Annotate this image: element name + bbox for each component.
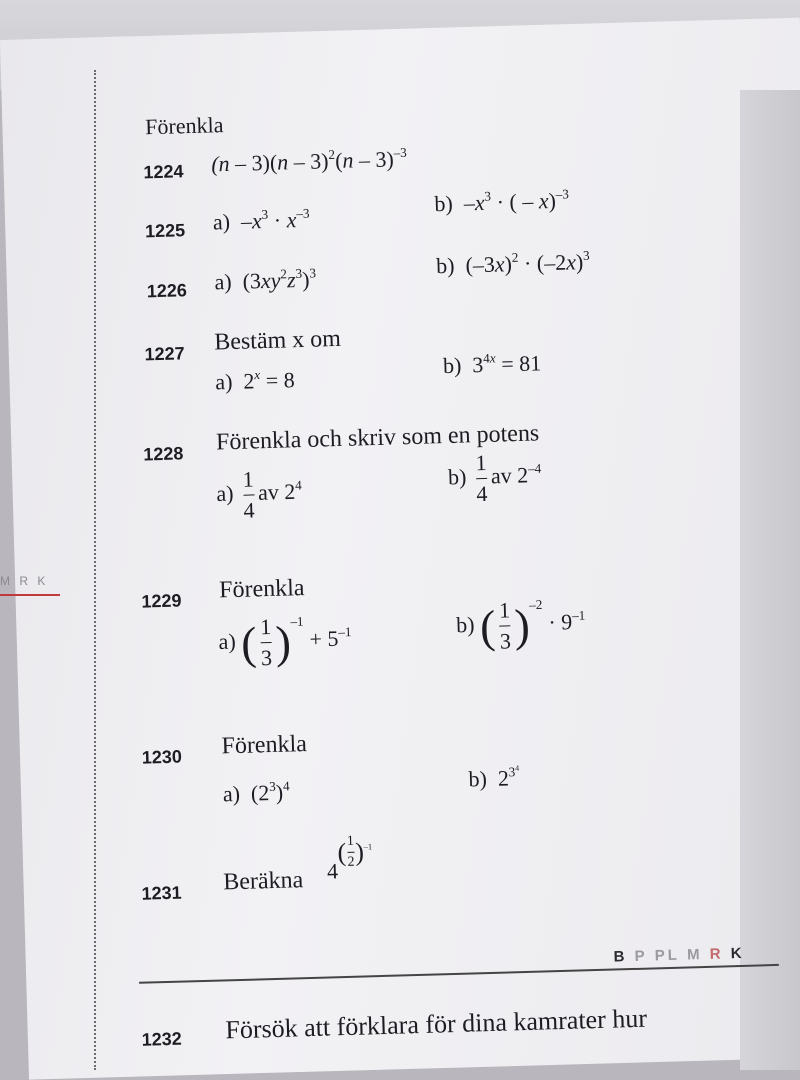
intro-heading: Förenkla — [144, 112, 224, 140]
problem-title: Bestäm x om — [213, 325, 342, 356]
problem-number: 1227 — [144, 343, 185, 365]
fraction: $\frac{1}{4}$ — [242, 466, 255, 523]
part-b-1226: b) $(-3x)^2 \cdot (-2x)^3$ — [435, 247, 590, 279]
section-divider — [139, 964, 779, 984]
part-label: a) — [214, 268, 232, 295]
part-a-1230: a) $(2^3)^4$ — [222, 778, 290, 807]
part-a-1226: a) $(3xy^2z^3)^3$ — [214, 265, 317, 295]
problem-number: 1231 — [141, 882, 182, 904]
part-label: a) — [216, 480, 234, 506]
part-label: b) — [435, 252, 455, 279]
part-label: b) — [447, 464, 467, 490]
problem-number: 1229 — [141, 590, 182, 612]
problem-number: 1225 — [144, 220, 186, 242]
part-b-1228: b) $\frac{1}{4}$ av $2^{-4}$ — [447, 449, 542, 507]
problem-title: Beräkna — [222, 867, 304, 896]
problem-number: 1224 — [143, 161, 184, 183]
part-label: b) — [434, 190, 454, 217]
problem-title: Förenkla och skriv som en potens — [215, 420, 540, 456]
level-m: M — [686, 946, 703, 964]
level-k: K — [730, 944, 745, 963]
part-label: a) — [215, 368, 233, 395]
problem-number: 1230 — [141, 746, 183, 768]
problem-title: Förenkla — [218, 575, 305, 604]
part-label: b) — [442, 352, 462, 379]
level-p: P — [634, 947, 648, 965]
level-pl: PL — [654, 946, 681, 965]
problem-number: 1228 — [143, 443, 184, 465]
part-label: b) — [468, 766, 488, 792]
part-a-1227: a) $2^x = 8$ — [215, 366, 296, 395]
part-b-1225: b) $-x^3$ · ( – x)$^{-3}$ — [434, 186, 570, 217]
difficulty-levels — [613, 945, 745, 966]
side-level-tag: M R K — [0, 574, 49, 588]
part-label: a) — [222, 780, 241, 807]
av-word: av — [257, 479, 280, 505]
part-b-1230: b) $2^{3^4}$ — [468, 763, 520, 792]
fraction: $\frac{1}{4}$ — [475, 449, 488, 507]
part-a-1225: a) $-x^3 \cdot x^{-3}$ — [212, 205, 310, 235]
av-word: av — [490, 462, 513, 489]
problem-title: Förenkla — [221, 731, 308, 760]
problem-number: 1226 — [146, 280, 188, 302]
part-b-1229: b) ( $\frac{1}{3}$ )$^{-2} \cdot 9^{-1}$ — [455, 596, 586, 654]
part-label: a) — [218, 628, 237, 654]
expression-1224: (n – 3)(n – 3)$^2$(n – 3)$^{-3}$ — [210, 144, 407, 177]
fraction: $\frac{1}{3}$ — [498, 597, 512, 654]
problem-number: 1232 — [141, 1028, 182, 1050]
part-a-1229: a) ( $\frac{1}{3}$ )$^{-1} + 5^{-1}$ — [218, 613, 352, 671]
level-r: R — [709, 945, 724, 963]
level-b: B — [613, 948, 628, 966]
fraction: $\frac{1}{3}$ — [259, 613, 273, 671]
part-label: a) — [212, 208, 231, 235]
problem-title: Försök att förklara för dina kamrater hur — [225, 1003, 648, 1045]
part-b-1227: b) $3^{4x} = 81$ — [442, 350, 542, 379]
part-a-1228: a) $\frac{1}{4}$ av $2^4$ — [216, 466, 302, 523]
expression-1231: $4^{( \frac{1}{2} )^{-1}}$ — [326, 833, 373, 884]
part-label: b) — [455, 611, 475, 638]
